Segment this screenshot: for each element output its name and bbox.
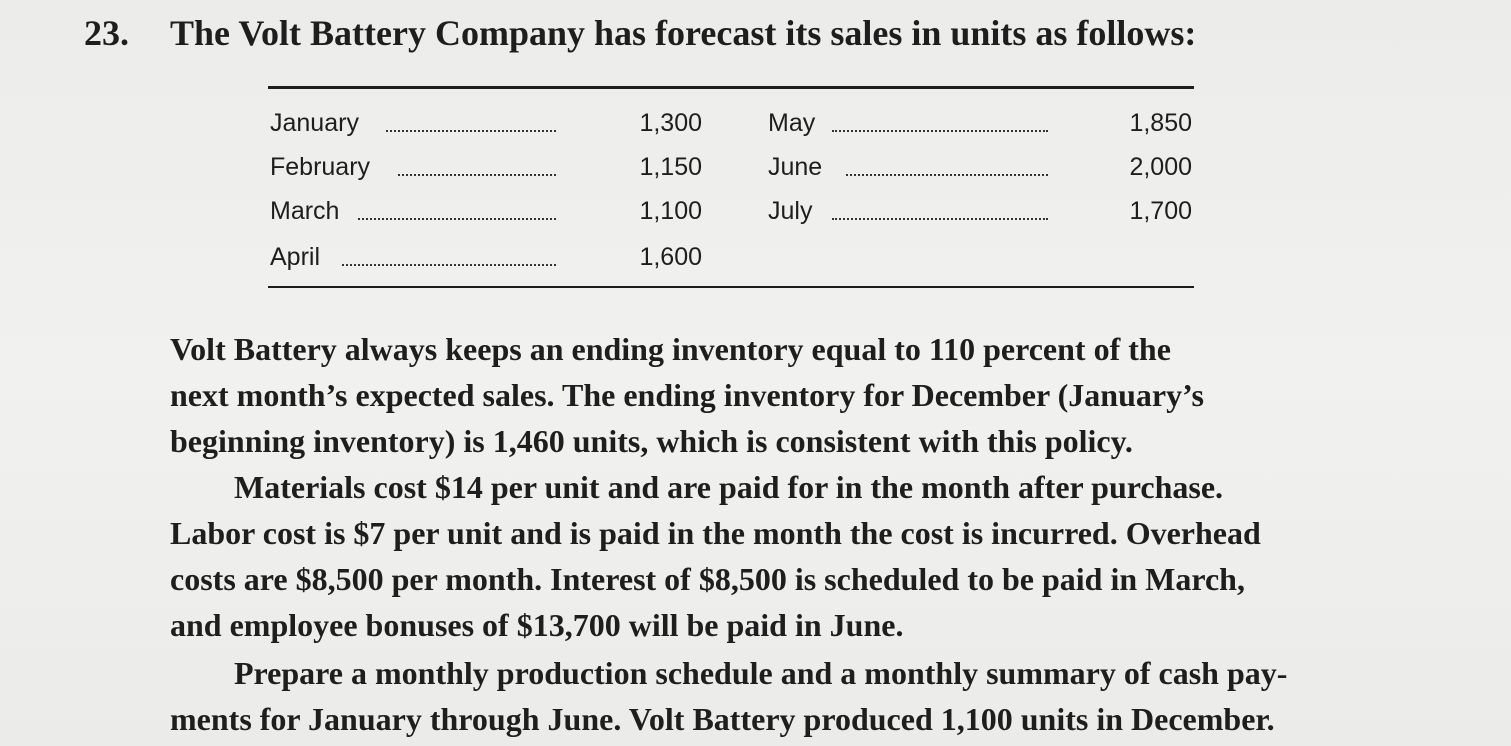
paragraph-line: Volt Battery always keeps an ending inventory equal to 110 percent of the [170, 331, 1171, 367]
paragraph-line: costs are $8,500 per month. Interest of $8,500 is scheduled to be paid in March, [170, 561, 1245, 597]
month-label: May [768, 109, 816, 137]
paragraph-line: Materials cost $14 per unit and are paid for in the month after purchase. [234, 469, 1224, 505]
dot-leader [342, 264, 556, 266]
units-value: 1,600 [639, 243, 702, 271]
dot-leader [398, 174, 556, 176]
dot-leader [832, 130, 1048, 132]
month-label: July [768, 197, 813, 225]
table-top-rule [268, 86, 1194, 89]
units-value: 1,850 [1129, 109, 1192, 137]
paragraph-line: Prepare a monthly production schedule and a monthly summary of cash pay- [234, 655, 1288, 691]
month-label: April [270, 243, 321, 271]
table-bottom-rule [268, 286, 1194, 288]
dot-leader [358, 218, 556, 220]
units-value: 1,300 [639, 109, 702, 137]
paragraph-line: and employee bonuses of $13,700 will be paid in June. [170, 607, 904, 643]
units-value: 2,000 [1129, 153, 1192, 181]
month-label: February [270, 153, 371, 181]
month-label: June [768, 153, 823, 181]
dot-leader [846, 174, 1048, 176]
dot-leader [832, 218, 1048, 220]
month-label: January [270, 109, 359, 137]
units-value: 1,700 [1129, 197, 1192, 225]
paragraph-line: beginning inventory) is 1,460 units, which is consistent with this policy. [170, 423, 1133, 459]
paragraph-line: next month’s expected sales. The ending inventory for December (January’s [170, 377, 1204, 413]
paragraph-line: Labor cost is $7 per unit and is paid in the month the cost is incurred. Overhead [170, 515, 1261, 551]
dot-leader [386, 130, 556, 132]
paragraph-line: ments for January through June. Volt Battery produced 1,100 units in December. [170, 701, 1275, 737]
problem-title: The Volt Battery Company has forecast its sales in units as follows: [170, 13, 1197, 53]
month-label: March [270, 197, 340, 225]
units-value: 1,100 [639, 197, 702, 225]
units-value: 1,150 [639, 153, 702, 181]
problem-number: 23. [84, 13, 129, 53]
